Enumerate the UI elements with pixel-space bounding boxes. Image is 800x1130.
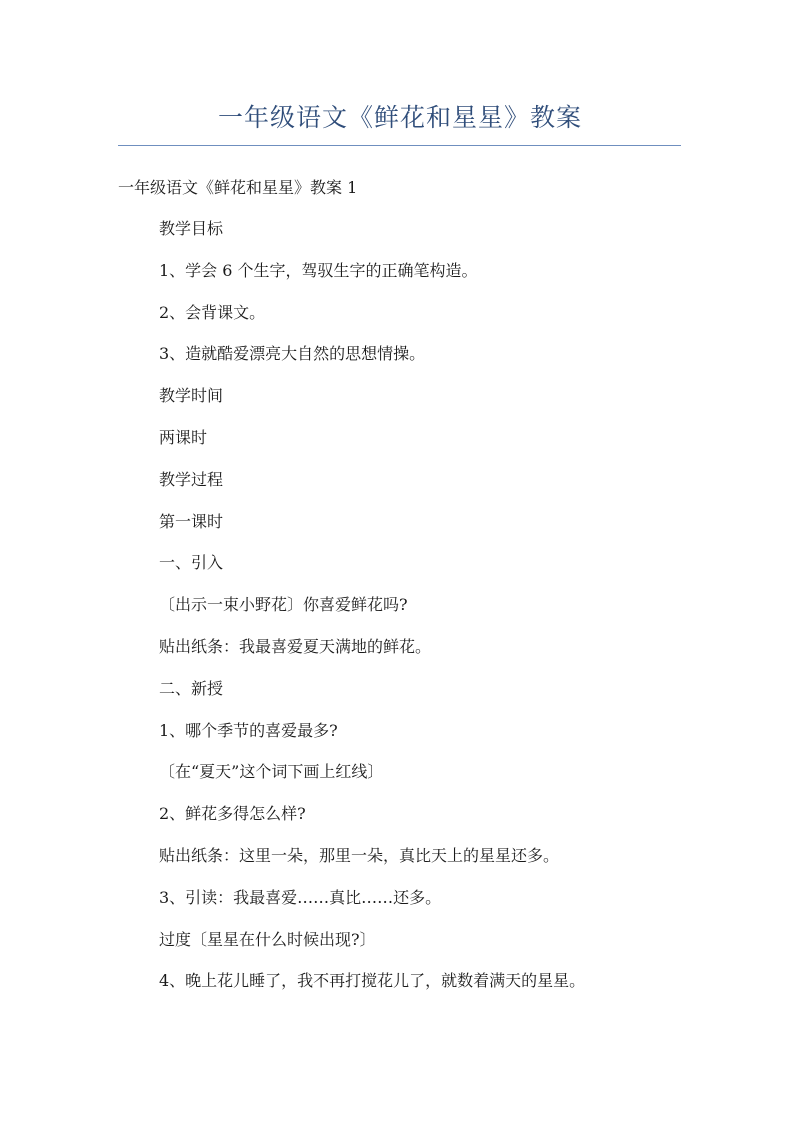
body-line: 两课时 bbox=[159, 427, 208, 447]
body-line: 1、哪个季节的喜爱最多? bbox=[159, 720, 338, 740]
body-line: 第一课时 bbox=[159, 511, 224, 531]
body-line: 4、晚上花儿睡了，我不再打搅花儿了，就数着满天的星星。 bbox=[159, 971, 586, 991]
body-line: 3、造就酷爱漂亮大自然的思想情操。 bbox=[159, 344, 426, 364]
body-line: 2、鲜花多得怎么样? bbox=[159, 804, 306, 824]
body-line: 贴出纸条：这里一朵，那里一朵，真比天上的星星还多。 bbox=[159, 845, 560, 865]
body-line: 1、学会 6 个生字，驾驭生字的正确笔构造。 bbox=[159, 260, 478, 280]
title-divider bbox=[118, 145, 681, 146]
document-title: 一年级语文《鲜花和星星》教案 bbox=[217, 103, 582, 132]
body-line: 一、引入 bbox=[159, 553, 224, 573]
body-line: 2、会背课文。 bbox=[159, 302, 266, 322]
body-line: 3、引读：我最喜爱……真比……还多。 bbox=[159, 887, 442, 907]
body-text bbox=[118, 217, 681, 1011]
body-line: 教学过程 bbox=[159, 469, 224, 489]
body-line: 二、新授 bbox=[159, 678, 224, 698]
body-line: 〔出示一束小野花〕你喜爱鲜花吗? bbox=[159, 595, 408, 615]
body-line: 教学目标 bbox=[159, 219, 224, 238]
section-heading: 一年级语文《鲜花和星星》教案 1 bbox=[118, 178, 358, 197]
body-line: 过度〔星星在什么时候出现?〕 bbox=[159, 929, 376, 949]
body-line: 〔在“夏天”这个词下画上红线〕 bbox=[159, 762, 384, 782]
body-line: 教学时间 bbox=[159, 386, 224, 406]
body-line: 贴出纸条：我最喜爱夏天满地的鲜花。 bbox=[159, 636, 432, 656]
